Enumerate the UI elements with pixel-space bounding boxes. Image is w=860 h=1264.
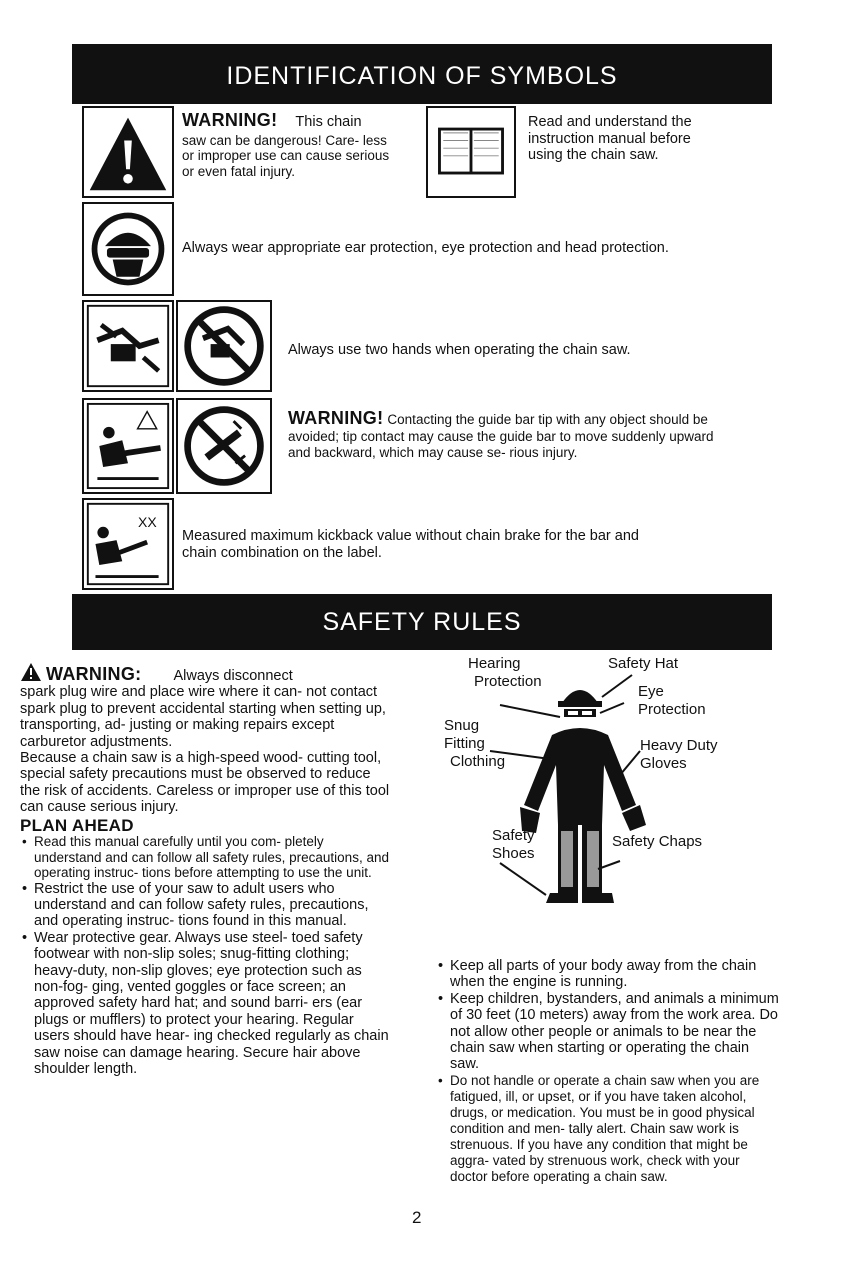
warning-heading-line <box>20 662 390 684</box>
one-hand-prohibited-box <box>176 300 272 392</box>
warning-lead: This chain <box>295 114 362 130</box>
label-hearing: Hearing <box>468 655 521 672</box>
warning-triangle-small-icon <box>20 662 42 682</box>
book-icon <box>428 108 514 196</box>
kickback-text <box>288 410 728 462</box>
left-warning-body: spark plug wire and place wire where it can- not contact spark plug to prevent accidental starting when setting up, transporting, ad- justing or making repairs except carburetor adjustments. <box>20 684 386 750</box>
list-item: • Read this manual carefully until you com- pletely understand and can follow all safety rules, precautions, and operating instruc- tions before attempting to use the unit. <box>20 834 390 881</box>
kickback-warning-icon <box>84 400 172 492</box>
safety-banner-title: SAFETY RULES <box>322 608 522 636</box>
list-item: • Restrict the use of your saw to adult users who understand and can follow safety rules, precautions, and operating instruc- tions found in this manual. <box>20 881 390 930</box>
kickback-body: Contacting the guide bar tip with any object should be avoided; tip contact may cause the guide bar to move suddenly upward and backward, which may cause se- rious injury. <box>288 412 714 460</box>
left-warning-title: WARNING: <box>46 664 142 684</box>
label-hearing-2: Protection <box>474 673 542 690</box>
left-warning-lead: Always disconnect <box>173 668 293 684</box>
label-snug-2: Fitting <box>444 735 485 752</box>
plan-ahead-list <box>20 834 390 1077</box>
list-item: • Wear protective gear. Always use steel- toed safety footwear with non-slip soles; snug-fitting clothing; heavy-duty, non-slip gloves; eye protection such as non-fog- ging, vented goggles or face screen; an approved safety hard hat; and sound barri- ers (ear plugs or mufflers) to protect your hearing. Regular users should have hear- ing checked regularly as chain saw noise can damage hearing. Secure hair above shoulder length. <box>20 930 390 1078</box>
list-item: • Do not handle or operate a chain saw when you are fatigued, ill, or upset, or if you have taken alcohol, drugs, or medication. You must be in good physical condition and men- tally alert. Chain saw work is strenuous. If you have any condition that might be aggra- vated by strenuous work, check with your doctor before operating a chain saw. <box>436 1073 780 1185</box>
safety-left-column <box>20 662 390 1077</box>
label-shoes-2: Shoes <box>492 845 535 862</box>
safety-right-column <box>436 958 780 1185</box>
head-protection-icon <box>84 204 172 294</box>
symbols-banner <box>72 44 772 104</box>
warning-body: saw can be dangerous! Care- less or improper use can cause serious or even fatal injury. <box>182 132 390 179</box>
symbols-banner-title: IDENTIFICATION OF SYMBOLS <box>226 62 618 90</box>
warning-triangle-icon <box>84 108 172 196</box>
measured-kickback-icon <box>84 500 172 588</box>
label-eye: Eye <box>638 683 664 700</box>
list-item: • Keep children, bystanders, and animals a minimum of 30 feet (10 meters) away from the work area. Do not allow other people or animals to be near the chain saw when starting or operating the chain saw. <box>436 991 780 1073</box>
two-hands-symbol-box <box>82 300 174 392</box>
label-shoes: Safety <box>492 827 535 844</box>
kickback-symbol-box <box>82 398 174 494</box>
warning-title: WARNING! <box>182 110 278 130</box>
plan-ahead-heading: PLAN AHEAD <box>20 815 134 835</box>
label-gloves-2: Gloves <box>640 755 687 772</box>
label-eye-2: Protection <box>638 701 706 718</box>
kickback-title: WARNING! <box>288 408 384 428</box>
page-number: 2 <box>412 1208 422 1227</box>
label-safety-hat: Safety Hat <box>608 655 679 672</box>
two-hands-text: Always use two hands when operating the chain saw. <box>288 342 631 358</box>
label-chaps: Safety Chaps <box>612 833 703 850</box>
protection-text: Always wear appropriate ear protection, eye protection and head protection. <box>182 240 669 256</box>
measured-text: Measured maximum kickback value without chain brake for the bar and chain combination on the label. <box>182 528 639 561</box>
tip-prohibited-box <box>176 398 272 494</box>
protective-gear-figure <box>440 655 740 915</box>
one-hand-prohibited-icon <box>178 302 270 390</box>
person-protective-gear-icon <box>440 655 740 915</box>
measured-symbol-box <box>82 498 174 590</box>
manual-symbol-box <box>426 106 516 198</box>
warning-symbol-box <box>82 106 174 198</box>
label-snug: Snug <box>444 717 480 734</box>
protection-symbol-box <box>82 202 174 296</box>
kickback-value-placeholder: XX <box>138 514 157 530</box>
two-hands-saw-icon <box>84 302 172 390</box>
label-gloves: Heavy Duty <box>640 737 718 754</box>
safety-banner <box>72 594 772 650</box>
warning-symbol-text <box>182 112 392 179</box>
manual-symbol-text: Read and understand the instruction manual before using the chain saw. <box>528 114 692 163</box>
tip-contact-prohibited-icon <box>178 400 270 492</box>
right-safety-list <box>436 958 780 1185</box>
because-paragraph: Because a chain saw is a high-speed wood- cutting tool, special safety precautions must be observed to reduce the risk of accidents. Careless or improper use of this tool can cause serious injury. <box>20 750 390 816</box>
list-item: • Keep all parts of your body away from the chain when the engine is running. <box>436 958 780 991</box>
label-snug-3: Clothing <box>450 753 506 770</box>
